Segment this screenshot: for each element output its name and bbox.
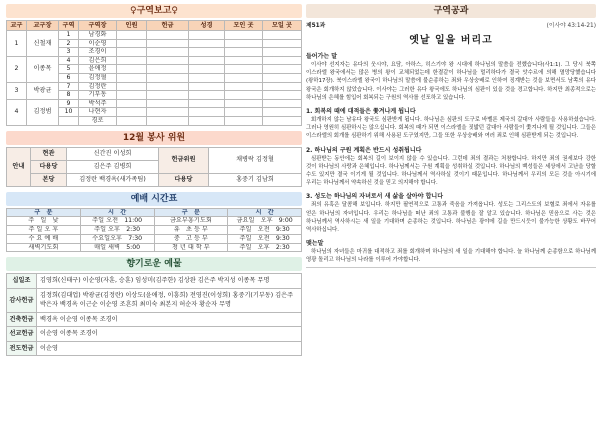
report-header-cell: 헌금 [147,21,189,31]
district-cell: 4 [59,56,79,65]
intro-text: 이사야 선지자는 유다의 웃시야, 요담, 아하스, 히스기야 왕 시대에 하나님의 말씀을 전했습니다(사1:1). 그 당시 북쪽 이스라엘 왕국에서는 많은 병의 왕이 교체되었는데 한결같이 하나님을 멀리하다가 결국 앗수르에 의해 멸망당했습니다(왕하17장). 북이스라엘 왕국이 하나님의 말씀에 불순종하는 죄와 우상숭배로 인하여 징계받는 것을 보면서도 남쪽의 유다 왕국은 회개하지 않았습니다. 이사야는 그러한 유다 왕국에도 하나님의 심판이 있을 것을 경고합니다. 하지만 최종적으로는 하나님의 은혜를 힘입어 회복되는 구원의 역사를 선포하고 있습니다. [306,62,596,101]
report-entry-cell [117,39,147,48]
duty-role: 헌금위원 [159,147,209,173]
report-entry-cell [189,31,225,40]
district-head-cell: 나현자 [79,108,117,117]
report-entry-cell [147,108,189,117]
report-entry-cell [263,56,302,65]
duty-names: 김은주 김병희 [67,160,159,173]
report-entry-cell [147,65,189,74]
offerings-title: 향기로운 예물 [6,257,302,271]
district-cell: 10 [59,108,79,117]
offering-row [7,288,302,312]
times-cell: 새벽기도회 [7,243,81,252]
report-header-cell: 구역 [59,21,79,31]
duty-names: 신간진 이성희 [67,147,159,160]
report-entry-cell [189,108,225,117]
point-title: 3. 성도는 하나님의 자녀로서 새 삶을 살아야 합니다 [306,193,443,201]
district-cell: 2 [59,39,79,48]
times-cell: 유 초 등 부 [154,225,228,234]
times-cell: 청 년 대 학 부 [154,243,228,252]
times-header-cell: 시 간 [80,208,154,217]
report-header-cell: 교구 [7,21,27,31]
lesson-chapter: 제51과 [306,23,326,29]
district-cell [59,116,79,125]
lesson-section-title: 구역공과 [306,4,596,18]
offering-row [7,327,302,342]
district-head-cell: 경로 [79,116,117,125]
offering-names: 김정희(김대업) 박광균(김정란) 이상도(윤애정, 이흥희) 전영진(이성희) 홍중기(기부동) 김은주 박은자 백경옥 이근순 이순영 조흔희 최미숙 최본지 허순자 황순자 무명 [37,288,302,312]
point-title: 2. 하나님의 구원 계획은 반드시 성취됩니다 [306,146,422,154]
report-entry-cell [189,116,225,125]
district-head-cell: 조경이 [79,48,117,57]
report-entry-cell [263,31,302,40]
point-body: 죄의 유혹은 달콤해 보입니다. 하지만 필연적으로 고통과 죽음을 가져옵니다. 성도는 그리스도의 보혈로 죄에서 자유를 얻은 하나님의 자녀입니다. 우리는 하나님을 떠난 죄의 고통과 불행을 잘 알고 있습니다. 하나님은 믿음으로 사는 것은 하나님께서 역사하시는 새 일을 기대하며 순종하는 것입니다. 하나님은 광야에 길을 만드시듯이 불가능한 상황도 바꾸어 역사하십니다. [306,202,596,234]
report-entry-cell [225,99,263,108]
times-cell: 중 고 등 부 [154,234,228,243]
service-times-table [6,208,302,253]
duty-place: 현관 [31,147,67,160]
report-entry-cell [147,91,189,100]
bottom-divider [306,267,596,268]
times-row [7,225,302,234]
district-report-table [6,20,302,126]
point-body: 심판받는 동안에는 회복의 길이 보이지 않을 수 있습니다. 그런데 죄의 결과는 처참합니다. 하지만 죄의 권세보다 강한 것이 하나님의 사랑과 은혜입니다. 하나님께서는 구원 계획을 성취하실 것입니다. 하나님의 백성들은 세상에서 고난을 당할 수도 있지만 결국 이기게 될 것입니다. 하나님께서 역사하실 것이기 때문입니다. 하나님께서 우리의 모든 것을 아시기에 우리는 하나님께서 약속하신 것을 믿고 의지해야 합니다. [306,155,596,187]
parish-cell: 3 [7,82,27,99]
report-row [7,56,302,65]
offering-names: 백경옥 이순영 이종목 조경이 [37,312,302,327]
closing-text: 하나님의 자녀들은 마귀를 대적하고 죄를 회개하며 하나님의 새 일을 기대해야 합니다. 늘 하나님께 순종함으로 하나님께 영광 돌리고 하나님의 나라를 이루어 가야합니다. [306,249,596,264]
report-entry-cell [147,99,189,108]
report-entry-cell [147,31,189,40]
duty-row [7,173,302,186]
lesson-column [306,4,596,268]
duty-role-names: 홍중기 김남희 [209,173,302,186]
times-cell: 주일 오전 9:30 [228,234,302,243]
offering-row [7,312,302,327]
report-entry-cell [225,116,263,125]
times-title: 예배 시간표 [6,192,302,206]
report-entry-cell [147,116,189,125]
report-entry-cell [225,108,263,117]
report-entry-cell [263,91,302,100]
times-header-cell: 구 분 [7,208,81,217]
times-cell: 수요일오후 7:30 [80,234,154,243]
report-entry-cell [263,82,302,91]
district-cell: 8 [59,91,79,100]
report-entry-cell [147,39,189,48]
report-entry-cell [225,56,263,65]
district-cell: 5 [59,65,79,74]
intro-label: 들어가는 말 [306,53,338,60]
district-cell: 9 [59,99,79,108]
report-row [7,82,302,91]
parish-leader-cell: 이종목 [27,56,59,82]
parish-leader-cell: 신철재 [27,31,59,57]
report-entry-cell [263,116,302,125]
report-entry-cell [263,48,302,57]
lesson-points [306,106,596,234]
lesson-heading: 옛날 일을 버리고 [409,35,493,46]
duty-place: 본당 [31,173,67,186]
offering-label: 건축헌금 [7,312,37,327]
offering-label: 감사헌금 [7,288,37,312]
report-entry-cell [225,48,263,57]
report-header-cell: 인원 [117,21,147,31]
times-row [7,217,302,226]
times-row [7,234,302,243]
report-entry-cell [117,48,147,57]
district-head-cell: 박석주 [79,99,117,108]
lesson-verse: (이사야 43:14-21) [546,23,596,29]
report-entry-cell [189,91,225,100]
parish-cell: 1 [7,31,27,57]
report-entry-cell [189,48,225,57]
point-title: 1. 회복의 때에 대적들은 쫓겨나게 됩니다 [306,108,416,116]
report-entry-cell [263,73,302,82]
duty-role-names: 채병락 김정혈 [209,147,302,173]
district-cell: 6 [59,73,79,82]
report-entry-cell [263,108,302,117]
report-header-cell: 구역장 [79,21,117,31]
district-head-cell: 이순영 [79,39,117,48]
report-entry-cell [117,116,147,125]
report-entry-cell [263,65,302,74]
district-head-cell: 남경화 [79,31,117,40]
report-entry-cell [189,39,225,48]
district-head-cell: 김은희 [79,56,117,65]
parish-cell: 2 [7,56,27,82]
report-entry-cell [147,73,189,82]
report-entry-cell [263,39,302,48]
times-header-cell: 시 간 [228,208,302,217]
report-entry-cell [117,56,147,65]
report-header-cell: 모일 곳 [263,21,302,31]
report-entry-cell [189,99,225,108]
offering-names: 김영희(신태구) 이순영(자훈, 승훈) 임성미(김주한) 김상완 김은주 박지성 이종목 무명 [37,274,302,289]
offerings-table [6,273,302,356]
lesson-reference [306,20,596,29]
times-cell: 주일 오후 2:30 [80,225,154,234]
district-head-cell: 기부동 [79,91,117,100]
times-cell: 주일 오전 11:00 [80,217,154,226]
duty-row [7,147,302,160]
duty-place: 다용당 [31,160,67,173]
report-entry-cell [117,31,147,40]
district-head-cell: 김정혈 [79,73,117,82]
report-entry-cell [117,108,147,117]
times-cell: 주일 오후 2:30 [228,243,302,252]
report-entry-cell [189,73,225,82]
report-entry-cell [117,65,147,74]
report-entry-cell [189,65,225,74]
district-cell: 1 [59,31,79,40]
district-cell: 3 [59,48,79,57]
offering-label: 선교헌금 [7,327,37,342]
parish-leader-cell: 박광균 [27,82,59,99]
times-cell: 금요부흥기도회 [154,217,228,226]
report-header-cell: 교구장 [27,21,59,31]
times-cell: 주 일 오 후 [7,225,81,234]
report-entry-cell [147,82,189,91]
report-entry-cell [225,65,263,74]
times-cell: 금요일 오후 9:00 [228,217,302,226]
times-cell: 매일 새벽 5:00 [80,243,154,252]
report-header-cell: 모인 곳 [225,21,263,31]
closing-label: 맺는말 [306,240,324,248]
report-entry-cell [225,39,263,48]
offering-names: 이순영 이종목 조경이 [37,327,302,342]
times-cell: 수 요 예 배 [7,234,81,243]
report-entry-cell [189,56,225,65]
times-header-cell: 구 분 [154,208,228,217]
report-header-cell: 성경 [189,21,225,31]
report-entry-cell [117,91,147,100]
duty-role: 다용당 [159,173,209,186]
times-cell: 주일 오전 9:30 [228,225,302,234]
offering-names: 이순영 [37,341,302,356]
bulletin-left-column [6,4,302,356]
report-entry-cell [225,82,263,91]
district-cell: 7 [59,82,79,91]
offering-row [7,274,302,289]
duty-names: 김정란 백경옥(새가족팀) [67,173,159,186]
report-entry-cell [225,31,263,40]
duty-side-label: 안내 [7,147,31,186]
district-head-cell: 김정란 [79,82,117,91]
report-entry-cell [117,99,147,108]
report-title: ♀구역보고♀ [6,4,302,18]
parish-cell: 4 [7,99,27,125]
report-entry-cell [117,73,147,82]
report-entry-cell [225,73,263,82]
times-row [7,243,302,252]
point-body: 회개하지 않는 남유다 왕국도 심판받게 됩니다. 하나님은 심판의 도구로 바벨론 제국의 갈대아 사람들을 사용하셨습니다. 그러나 영원히 심판하시는 않으십니다. 회복의 때가 되면 이스라엘을 짓밟던 갈대아 사람들이 쫓겨나게 될 것입니다. 그들은 이스라엘의 회개를 심판하기 위해 사용된 도구였지만, 그들 또한 우상숭배와 여러 죄로 인해 심판받게 되는 것입니다. [306,117,596,140]
report-entry-cell [189,82,225,91]
report-entry-cell [117,82,147,91]
offering-row [7,341,302,356]
report-entry-cell [225,91,263,100]
duty-title: 12월 봉사 위원 [6,131,302,145]
report-entry-cell [147,48,189,57]
times-cell: 주 일 낮 [7,217,81,226]
report-entry-cell [263,99,302,108]
parish-leader-cell: 김정범 [27,99,59,125]
duty-table [6,147,302,187]
report-row [7,99,302,108]
report-row [7,31,302,40]
district-head-cell: 윤애정 [79,65,117,74]
offering-label: 십일조 [7,274,37,289]
report-entry-cell [147,56,189,65]
offering-label: 전도헌금 [7,341,37,356]
